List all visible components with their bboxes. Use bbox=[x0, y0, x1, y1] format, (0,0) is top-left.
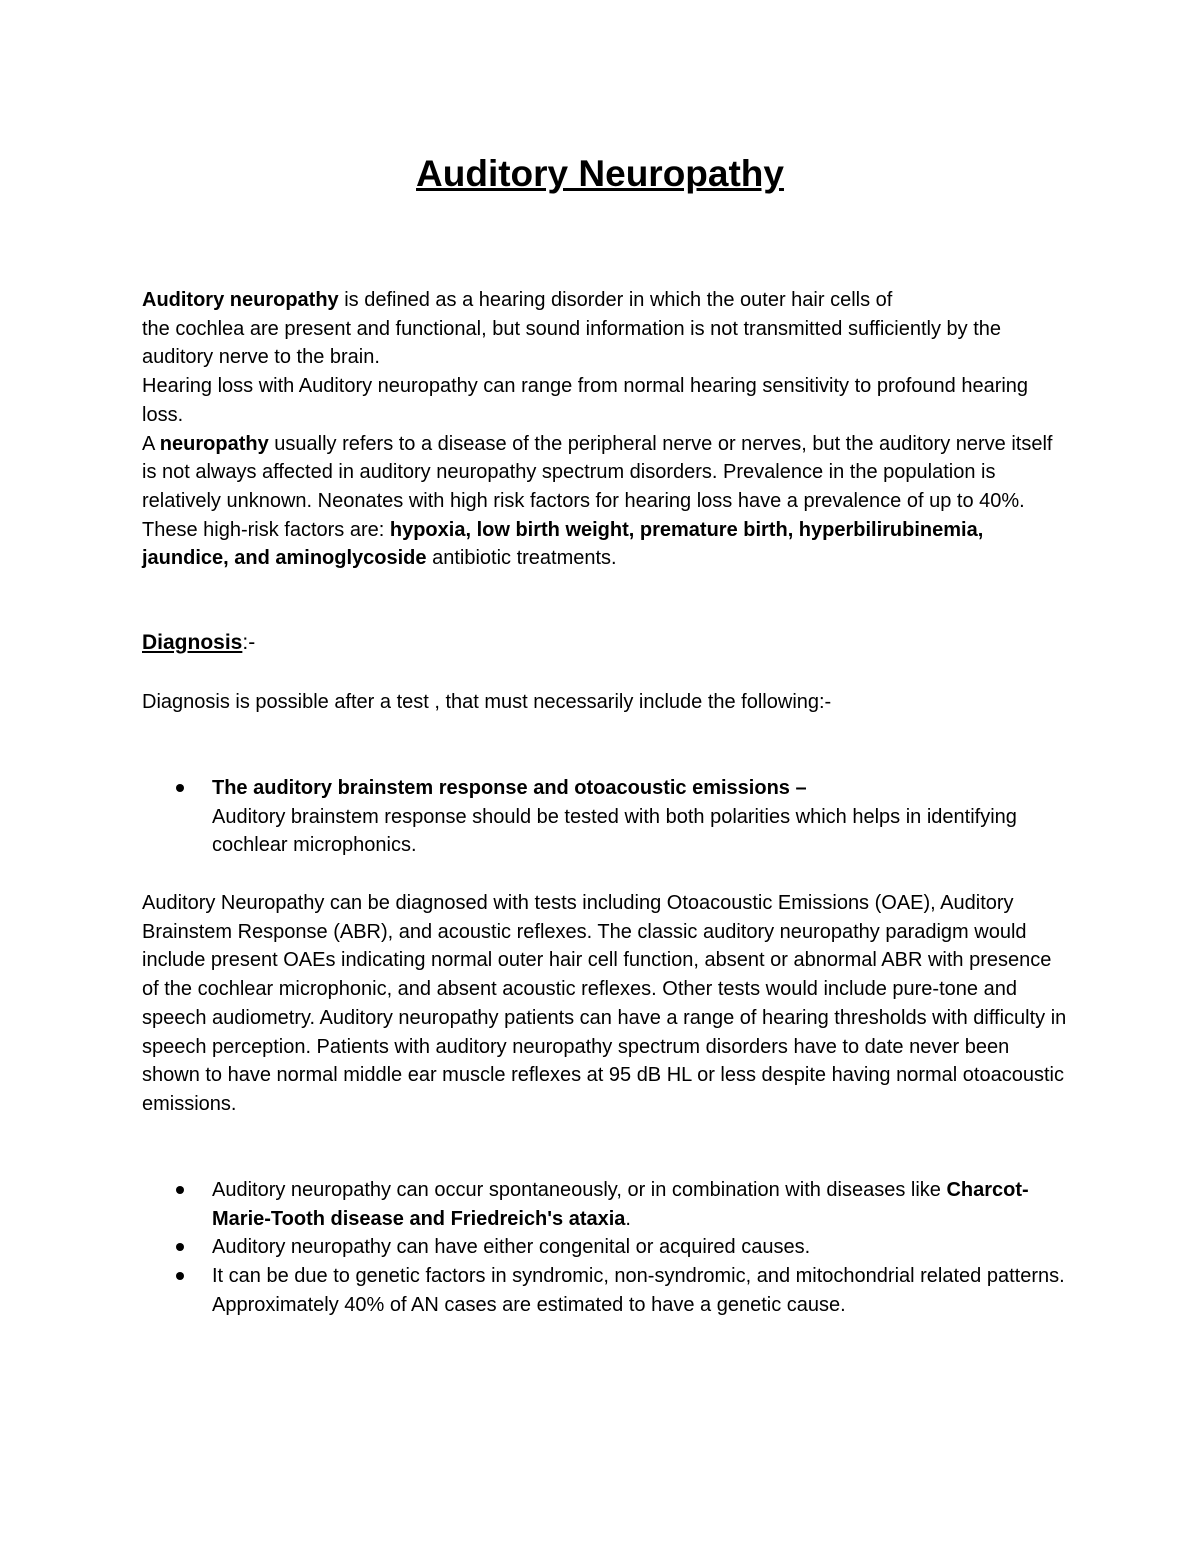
bullet-dot-icon bbox=[176, 784, 184, 792]
page-title: Auditory Neuropathy bbox=[416, 153, 784, 194]
intro-sentence3-start: A bbox=[142, 432, 160, 455]
intro-sentence3-rest: usually refers to a disease of the peripheral nerve or nerves, but the auditory nerve itself is not always affected in auditory neuropathy spectrum disorders. Prevalence in the population is relatively unknown. Neonates with high risk factors for hearing loss have a prevalence of up to 40%. These high-risk factors are: bbox=[142, 432, 1053, 541]
diagnosis-heading bbox=[142, 628, 255, 658]
causes-bullet2: Auditory neuropathy can have either congenital or acquired causes. bbox=[212, 1236, 811, 1259]
causes-bullet3: It can be due to genetic factors in syndromic, non-syndromic, and mitochondrial related patterns. Approximately 40% of AN cases are estimated to have a genetic cause. bbox=[212, 1265, 1065, 1316]
intro-sentence1-rest: is defined as a hearing disorder in which the outer hair cells of bbox=[338, 289, 893, 311]
list-item bbox=[142, 774, 1072, 860]
bullet1-body: Auditory brainstem response should be tested with both polarities which helps in identifying cochlear microphonics. bbox=[212, 805, 1017, 857]
diagnosis-heading-suffix: :- bbox=[242, 631, 256, 654]
causes-bullet-list bbox=[142, 1176, 1072, 1320]
bullet-dot-icon bbox=[176, 1272, 184, 1280]
list-item bbox=[142, 1262, 1072, 1319]
diagnosis-bullet-list bbox=[142, 774, 1072, 860]
bullet-dot-icon bbox=[176, 1243, 184, 1251]
intro-sentence2: Hearing loss with Auditory neuropathy can range from normal hearing sensitivity to profound hearing loss. bbox=[142, 375, 1029, 426]
intro-risk-factors: hypoxia, low birth weight, premature birth, hyperbilirubinemia, jaundice, and aminoglycoside bbox=[142, 518, 984, 570]
list-item bbox=[142, 1233, 1072, 1262]
intro-neuropathy-term: neuropathy bbox=[159, 432, 269, 455]
causes-bullet1-start: Auditory neuropathy can occur spontaneously, or in combination with diseases like bbox=[212, 1179, 947, 1201]
intro-sentence1-line2: the cochlea are present and functional, but sound information is not transmitted sufficiently by the auditory nerve to the brain. bbox=[142, 317, 1002, 369]
intro-paragraph bbox=[142, 286, 1072, 573]
causes-and: and bbox=[403, 1207, 451, 1230]
intro-sentence3-end: antibiotic treatments. bbox=[426, 547, 617, 570]
bullet1-title: The auditory brainstem response and otoacoustic emissions – bbox=[212, 777, 807, 799]
diagnosis-heading-label: Diagnosis bbox=[142, 631, 243, 654]
bullet-dot-icon bbox=[176, 1186, 184, 1194]
causes-disease-friedreich: Friedreich's ataxia bbox=[450, 1207, 626, 1230]
diagnosis-paragraph: Auditory Neuropathy can be diagnosed with tests including Otoacoustic Emissions (OAE), Auditory Brainstem Response (ABR), and acoustic reflexes. The classic auditory neuropathy paradigm would include present OAEs indicating normal outer hair cell function, absent or abnormal ABR with presence of the cochlear microphonic, and absent acoustic reflexes. Other tests would include pure-tone and speech audiometry. Auditory neuropathy patients can have a range of hearing thresholds with difficulty in speech perception. Patients with auditory neuropathy spectrum disorders have to date never been shown to have normal middle ear muscle reflexes at 95 dB HL or less despite having normal otoacoustic emissions. bbox=[142, 892, 1067, 1115]
causes-disease-charcot: Charcot-Marie-Tooth disease bbox=[212, 1179, 1029, 1230]
intro-sentence3 bbox=[142, 430, 1072, 574]
list-item bbox=[142, 1176, 1072, 1233]
diagnosis-intro: Diagnosis is possible after a test , that must necessarily include the following:- bbox=[142, 691, 832, 713]
intro-term: Auditory neuropathy bbox=[142, 289, 339, 311]
causes-bullet1-end: . bbox=[625, 1207, 631, 1230]
